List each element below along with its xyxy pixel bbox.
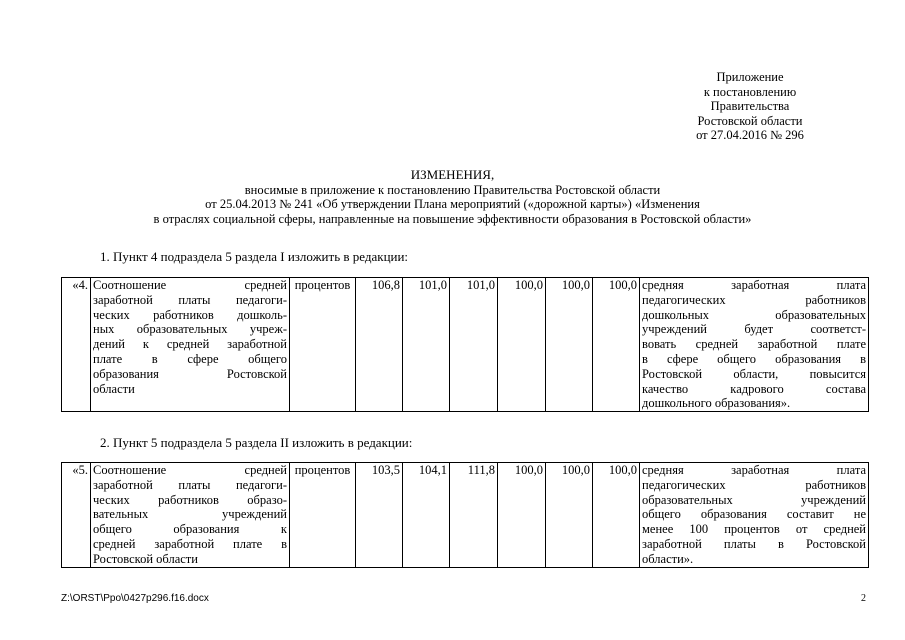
- appendix-line: к постановлению: [703, 84, 797, 99]
- value-cell: 100,0: [593, 278, 640, 412]
- appendix-block: [600, 70, 900, 143]
- heading-line: от 25.04.2013 № 241 «Об утверждении Плана мероприятий («дорожной карты») «Изменения: [205, 197, 700, 212]
- result-line: заработной платы в Ростовской: [642, 536, 866, 551]
- value-cell: 100,0: [593, 463, 640, 568]
- amendment-table-1: [61, 277, 869, 412]
- amendment-paragraph-2: 2. Пункт 5 подраздела 5 раздела II изложить в редакции:: [100, 435, 413, 450]
- description-line: вательных учреждений: [93, 507, 287, 522]
- document-heading: [0, 168, 905, 226]
- result-line: вовать средней заработной плате: [642, 337, 866, 352]
- value-cell: 111,8: [450, 463, 498, 568]
- appendix-line: от 27.04.2016 № 296: [696, 128, 804, 143]
- value-cell: 100,0: [546, 463, 593, 568]
- value-cell: 101,0: [403, 278, 450, 412]
- unit-cell: процентов: [290, 278, 356, 412]
- expected-result: [640, 463, 869, 568]
- description-line: средней заработной плате в: [93, 536, 287, 551]
- result-line: области».: [642, 551, 694, 566]
- indicator-description: [91, 463, 290, 568]
- description-line: Ростовской области: [93, 551, 198, 566]
- result-line: качество кадрового состава: [642, 381, 866, 396]
- value-cell: 103,5: [356, 463, 403, 568]
- description-line: заработной платы педагоги-: [93, 292, 287, 307]
- description-line: плате в сфере общего: [93, 351, 287, 366]
- description-line: ческих работников дошколь-: [93, 307, 287, 322]
- description-line: дений к средней заработной: [93, 337, 287, 352]
- file-path-footer: Z:\ORST\Ppo\0427p296.f16.docx: [61, 593, 209, 604]
- heading-line: в отраслях социальной сферы, направленные на повышение эффективности образования в Ростовской области»: [153, 211, 752, 226]
- result-line: средняя заработная плата: [642, 278, 866, 292]
- result-line: менее 100 процентов от средней: [642, 522, 866, 537]
- value-cell: 101,0: [450, 278, 498, 412]
- table-row: [62, 278, 869, 412]
- unit-cell: процентов: [290, 463, 356, 568]
- appendix-line: Приложение: [716, 70, 784, 84]
- result-line: Ростовской области, повысится: [642, 366, 866, 381]
- result-line: в сфере общего образования в: [642, 351, 866, 366]
- description-line: Соотношение средней: [93, 463, 287, 477]
- result-line: педагогических работников: [642, 477, 866, 492]
- description-line: общего образования к: [93, 522, 287, 537]
- value-cell: 100,0: [498, 463, 546, 568]
- amendment-paragraph-1: 1. Пункт 4 подраздела 5 раздела I изложить в редакции:: [100, 249, 409, 264]
- appendix-line: Ростовской области: [697, 113, 803, 128]
- value-cell: 106,8: [356, 278, 403, 412]
- result-line: средняя заработная плата: [642, 463, 866, 477]
- row-number: «5.: [62, 463, 91, 568]
- result-line: образовательных учреждений: [642, 492, 866, 507]
- amendment-table-2: [61, 462, 869, 568]
- result-line: педагогических работников: [642, 292, 866, 307]
- value-cell: 104,1: [403, 463, 450, 568]
- description-line: ческих работников образо-: [93, 492, 287, 507]
- document-title: ИЗМЕНЕНИЯ,: [410, 167, 495, 182]
- description-line: ных образовательных учреж-: [93, 322, 287, 337]
- table-row: [62, 463, 869, 568]
- expected-result: [640, 278, 869, 412]
- value-cell: 100,0: [546, 278, 593, 412]
- description-line: области: [93, 381, 135, 396]
- row-number: «4.: [62, 278, 91, 412]
- indicator-description: [91, 278, 290, 412]
- page-number: 2: [861, 593, 866, 604]
- description-line: заработной платы педагоги-: [93, 477, 287, 492]
- result-line: учреждений будет соответст-: [642, 322, 866, 337]
- heading-line: вносимые в приложение к постановлению Правительства Ростовской области: [244, 182, 661, 197]
- description-line: образования Ростовской: [93, 366, 287, 381]
- value-cell: 100,0: [498, 278, 546, 412]
- result-line: дошкольных образовательных: [642, 307, 866, 322]
- result-line: дошкольного образования».: [642, 396, 791, 411]
- appendix-line: Правительства: [710, 99, 790, 114]
- description-line: Соотношение средней: [93, 278, 287, 292]
- result-line: общего образования составит не: [642, 507, 866, 522]
